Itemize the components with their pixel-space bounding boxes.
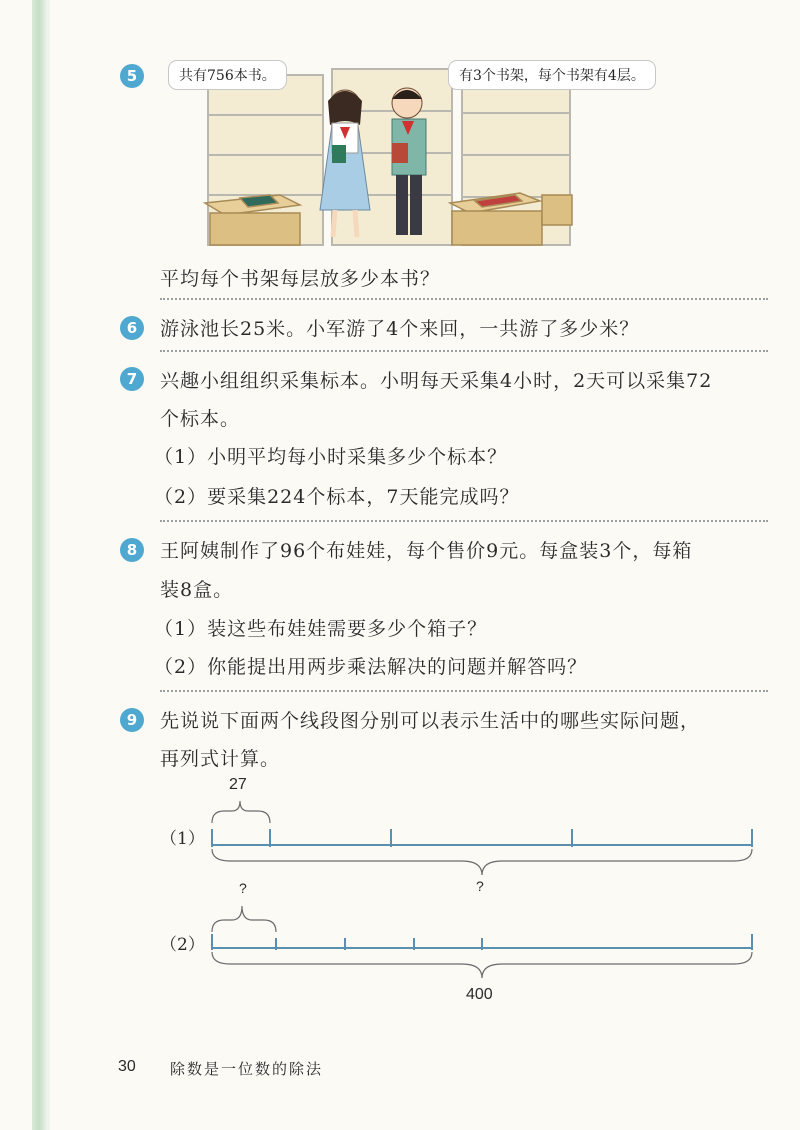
bottom-brace (212, 952, 752, 978)
problem-8-badge: 8 (120, 538, 144, 562)
segment-diagram-2 (200, 898, 770, 988)
top-brace (212, 906, 276, 932)
speech-bubble-right: 有3个书架，每个书架有4层。 (448, 60, 656, 90)
page-margin-bar (32, 0, 46, 1130)
diagram-2-label: （2） (160, 935, 205, 955)
segment-diagram-1 (200, 795, 770, 885)
diagram-1-label: （1） (160, 829, 205, 849)
problem-8-line2: 装8盒。 (160, 579, 234, 601)
diagram-2-bottom-value: 400 (466, 986, 493, 1003)
problem-8-sub1: （1）装这些布娃娃需要多少个箱子？ (154, 618, 488, 640)
problem-8-sub2: （2）你能提出用两步乘法解决的问题并解答吗？ (154, 656, 588, 678)
bottom-brace (212, 849, 752, 875)
problem-7-badge: 7 (120, 367, 144, 391)
page-margin-stripe (46, 0, 50, 1130)
problem-9-badge: 9 (120, 708, 144, 732)
chapter-title: 除数是一位数的除法 (170, 1060, 324, 1078)
divider (160, 298, 768, 300)
divider (160, 350, 768, 352)
divider (160, 520, 768, 522)
problem-6-text: 游泳池长25米。小军游了4个来回，一共游了多少米？ (160, 318, 640, 340)
speech-bubble-left: 共有756本书。 (168, 60, 287, 90)
problem-9-line1: 先说说下面两个线段图分别可以表示生活中的哪些实际问题， (160, 710, 701, 732)
diagram-1-bottom-value: ? (476, 878, 484, 894)
page-number: 30 (118, 1058, 136, 1075)
problem-9-line2: 再列式计算。 (160, 748, 281, 770)
diagram-1-top-value: 27 (229, 776, 247, 793)
problem-7-sub1: （1）小明平均每小时采集多少个标本？ (154, 446, 508, 468)
problem-6-badge: 6 (120, 316, 144, 340)
problem-7-line2: 个标本。 (160, 408, 241, 430)
problem-7-sub2: （2）要采集224个标本，7天能完成吗？ (154, 486, 520, 508)
box-left (205, 195, 300, 245)
diagram-2-top-value: ? (239, 880, 247, 896)
problem-8-line1: 王阿姨制作了96个布娃娃，每个售价9元。每盒装3个，每箱 (160, 540, 693, 562)
problem-7-line1: 兴趣小组组织采集标本。小明每天采集4小时，2天可以采集72 (160, 370, 713, 392)
problem-5-badge: 5 (120, 64, 144, 88)
problem-5-question: 平均每个书架每层放多少本书？ (160, 268, 441, 290)
top-brace (212, 801, 270, 823)
divider (160, 690, 768, 692)
